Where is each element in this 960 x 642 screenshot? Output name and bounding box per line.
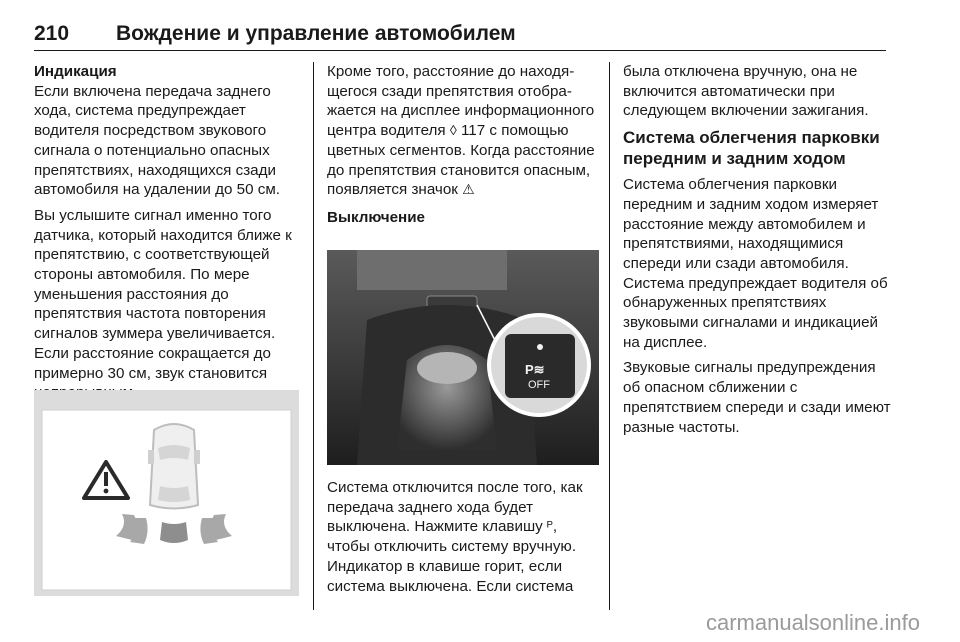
warning-icon: ⚠ — [462, 181, 475, 198]
parking-key-icon: ᴾ — [546, 518, 553, 535]
off-label: OFF — [528, 379, 550, 391]
text-run: , чтобы отключить систему вручную. Индикатор в клавише горит, если система выключена. Если система — [327, 518, 577, 595]
paragraph: была отключена вручную, она не включится автоматически при следующем включении зажигания. — [623, 63, 869, 120]
header-rule — [34, 50, 886, 51]
console-photo-illustration — [327, 250, 599, 465]
console-button-figure — [327, 250, 599, 465]
parking-icon: P≋ — [525, 362, 545, 377]
paragraph — [327, 62, 599, 200]
page-header — [34, 22, 886, 48]
section-heading-disable: Выключение — [327, 208, 425, 226]
paragraph: Звуковые сигналы предупреждения об опасном сближении с препятствием спереди и сзади имеют разные частоты. — [623, 359, 891, 436]
paragraph: Вы услышите сигнал именно того датчика, который находится ближе к препятствию, с соответствующей стороны автомобиля. По мере уменьшения расстояния до препятствия частота повторения сигналов зуммера увеличивается. Если расстояние сокращается до примерно 30 см, звук становится — [34, 206, 292, 382]
column-divider-1 — [313, 62, 314, 610]
parking-sensor-figure — [34, 390, 299, 596]
page-number: 210 — [34, 22, 70, 45]
column-2 — [327, 62, 599, 234]
column-2-lower — [327, 478, 599, 602]
text-run: Кроме того, расстояние до находящегося сзади препятствия отображается на дисплее информационного центра водителя — [327, 63, 595, 140]
section-heading-parking-assist: Система облегчения парковки передним и задним ходом — [623, 128, 880, 169]
column-divider-2 — [609, 62, 610, 610]
text-run: Система отключится после того, как передача заднего хода будет выключена. Нажмите клавишу — [327, 479, 583, 536]
section-heading-indication: Индикация — [34, 63, 117, 80]
chapter-title: Вождение и управление автомобилем — [116, 22, 516, 45]
column-1 — [34, 62, 299, 409]
text-run: 117 с помощью цветных сегментов. Когда расстояние до препятствия становится опасным, появляется значок — [327, 122, 595, 199]
paragraph — [327, 478, 599, 596]
column-3 — [623, 62, 893, 443]
car-silhouette-icon — [148, 424, 200, 509]
paragraph: Система облегчения парковки передним и задним ходом измеряет расстояние между автомобилем и препятствиями, находящимися спереди или сзади автомобиля. Система предупреждает водителя об обнаруженных препятствиях звуковыми сигналами и индикацией на дисплее. — [623, 176, 888, 351]
parking-sensor-illustration — [34, 390, 299, 596]
watermark: carmanualsonline.info — [705, 610, 920, 635]
paragraph: Если включена передача заднего хода, система предупреждает водителя посредством звукового сигнала о потенциально опасных препятствиях, находящихся сзади автомобиля на удалении до 50 см. — [34, 82, 281, 199]
page-reference-icon: ◊ — [449, 122, 457, 139]
